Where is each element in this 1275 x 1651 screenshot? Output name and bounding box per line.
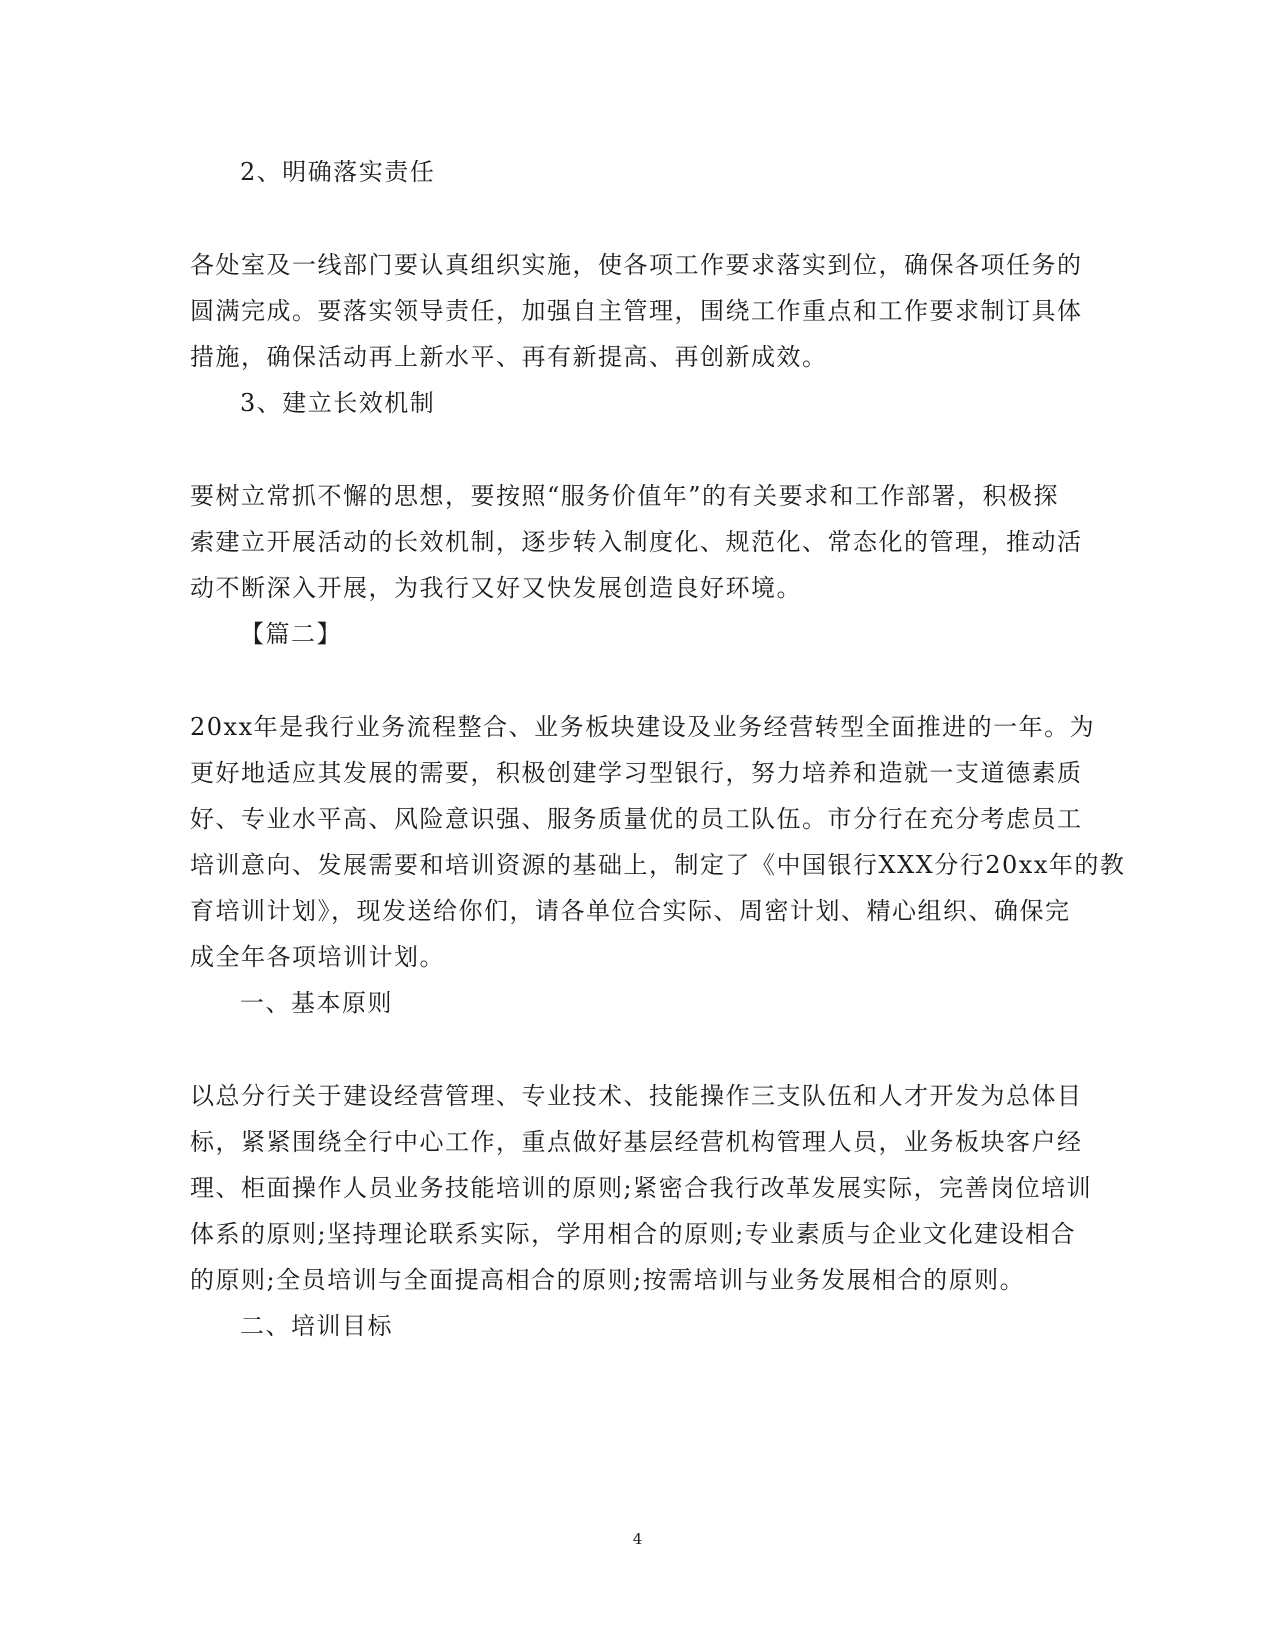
section-heading-2: 3、建立长效机制 [240,389,436,417]
page-number: 4 [632,1530,643,1548]
paragraph-line: 索建立开展活动的长效机制，逐步转入制度化、规范化、常态化的管理，推动活 [190,528,1083,556]
paragraph-line: 体系的原则;坚持理论联系实际，学用相合的原则;专业素质与企业文化建设相合 [190,1220,1077,1248]
paragraph-line: 要树立常抓不懈的思想，要按照“服务价值年”的有关要求和工作部署，积极探 [190,482,1060,510]
section-heading-3: 【篇二】 [240,620,342,648]
paragraph-line: 培训意向、发展需要和培训资源的基础上，制定了《中国银行XXX分行20xx年的教 [190,851,1126,879]
paragraph-line: 措施，确保活动再上新水平、再有新提高、再创新成效。 [190,343,828,371]
paragraph-line: 圆满完成。要落实领导责任，加强自主管理，围绕工作重点和工作要求制订具体 [190,297,1083,325]
paragraph-line: 更好地适应其发展的需要，积极创建学习型银行，努力培养和造就一支道德素质 [190,759,1083,787]
paragraph-line: 20xx年是我行业务流程整合、业务板块建设及业务经营转型全面推进的一年。为 [190,713,1096,741]
paragraph-line: 动不断深入开展，为我行又好又快发展创造良好环境。 [190,574,802,602]
paragraph-line: 标，紧紧围绕全行中心工作，重点做好基层经营机构管理人员，业务板块客户经 [190,1128,1083,1156]
paragraph-line: 育培训计划》，现发送给你们，请各单位合实际、周密计划、精心组织、确保完 [190,897,1071,925]
paragraph-line: 理、柜面操作人员业务技能培训的原则;紧密合我行改革发展实际，完善岗位培训 [190,1174,1093,1202]
section-heading-5: 二、培训目标 [240,1312,393,1340]
paragraph-line: 以总分行关于建设经营管理、专业技术、技能操作三支队伍和人才开发为总体目 [190,1082,1083,1110]
section-heading-1: 2、明确落实责任 [240,158,436,186]
section-heading-4: 一、基本原则 [240,989,393,1017]
paragraph-line: 成全年各项培训计划。 [190,943,445,971]
paragraph-line: 各处室及一线部门要认真组织实施，使各项工作要求落实到位，确保各项任务的 [190,251,1083,279]
paragraph-line: 的原则;全员培训与全面提高相合的原则;按需培训与业务发展相合的原则。 [190,1266,1026,1294]
paragraph-line: 好、专业水平高、风险意识强、服务质量优的员工队伍。市分行在充分考虑员工 [190,805,1083,833]
